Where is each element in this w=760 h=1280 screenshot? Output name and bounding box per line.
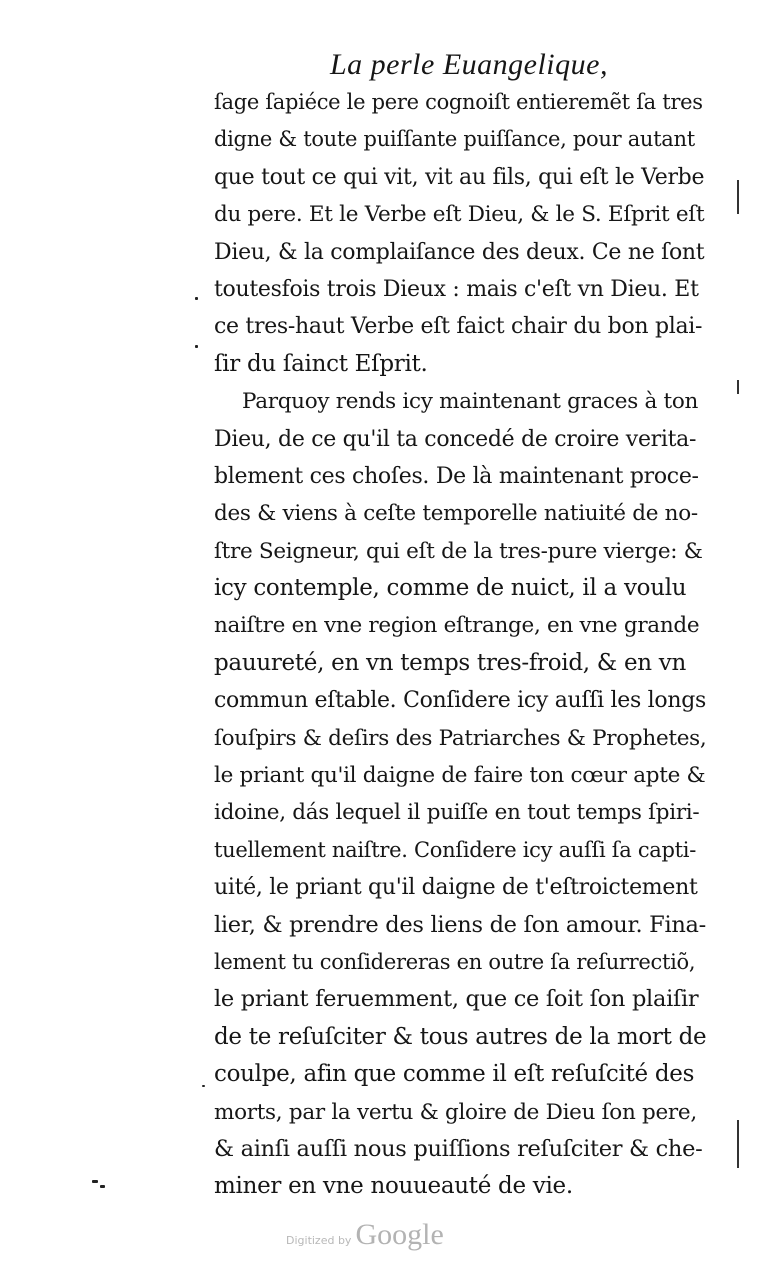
text-line: le priant feruemment, que ce ſoit ſon plaiſir <box>214 986 699 1013</box>
digitized-by-google <box>286 1218 444 1252</box>
text-line: uité, le priant qu'il daigne de t'eſtroictement <box>214 875 698 901</box>
google-logo: Google <box>355 1218 444 1251</box>
text-line: des & viens à ceſte temporelle natiuité de no- <box>214 501 698 527</box>
text-line: blement ces choſes. De là maintenant proce- <box>214 463 699 489</box>
text-line: Parquoy rends icy maintenant graces à ton <box>242 389 699 415</box>
scan-speck <box>100 1185 105 1188</box>
text-line: morts, par la vertu & gloire de Dieu ſon pere, <box>214 1099 697 1125</box>
text-line: icy contemple, comme de nuict, il a voulu <box>214 575 687 602</box>
text-line: miner en vne nouueauté de vie. <box>214 1173 573 1200</box>
text-line: & ainſi auſſi nous puiſſions reſuſciter & che- <box>214 1135 703 1162</box>
text-line: tuellement naiſtre. Conſidere icy auſſi ſa capti- <box>214 837 696 862</box>
text-line: ſage ſapiéce le pere cognoiſt entieremẽt ſa tres <box>214 90 703 114</box>
text-line: ſir du ſainct Eſprit. <box>214 350 428 377</box>
text-line: Dieu, & la complaiſance des deux. Ce ne ſont <box>214 239 705 265</box>
text-line: ſouſpirs & deſirs des Patriarches & Prophetes, <box>214 725 707 751</box>
margin-mark <box>737 380 739 394</box>
text-line: le priant qu'il daigne de faire ton cœur apte & <box>214 763 706 789</box>
text-line: toutesfois trois Dieux : mais c'eſt vn Dieu. Et <box>214 276 699 302</box>
scan-speck <box>195 345 198 348</box>
scan-speck <box>202 1085 205 1087</box>
text-line: que tout ce qui vit, vit au fils, qui eſt le Verbe <box>214 164 705 190</box>
text-line: idoine, dás lequel il puiſſe en tout temps ſpiri- <box>214 800 700 826</box>
text-line: ce tres-haut Verbe eſt faict chair du bon plai- <box>214 314 703 340</box>
text-line: du pere. Et le Verbe eſt Dieu, & le S. Eſprit eſt <box>214 202 705 228</box>
body-text <box>214 84 714 1206</box>
margin-mark <box>737 180 739 214</box>
scan-speck <box>92 1180 98 1183</box>
text-line: commun eſtable. Conſidere icy auſſi les longs <box>214 688 706 714</box>
scan-speck <box>195 297 198 300</box>
text-line: lier, & prendre des liens de ſon amour. Fina- <box>214 911 706 938</box>
digitized-label: Digitized by <box>286 1234 352 1247</box>
text-line: digne & toute puiſſante puiſſance, pour autant <box>214 127 695 152</box>
text-line: pauureté, en vn temps tres-froid, & en vn <box>214 649 687 676</box>
text-line: Dieu, de ce qu'il ta concedé de croire verita- <box>214 426 697 452</box>
text-line: de te reſuſciter & tous autres de la mort de <box>214 1023 707 1050</box>
text-line: naiſtre en vne region eſtrange, en vne grande <box>214 613 700 639</box>
text-line: coulpe, afin que comme il eſt reſuſcité des <box>214 1061 695 1088</box>
margin-mark <box>737 1120 739 1168</box>
text-line: ſtre Seigneur, qui eſt de la tres-pure vierge: & <box>214 538 703 564</box>
text-line: lement tu conſidereras en outre ſa reſurrectiõ, <box>214 949 696 974</box>
running-title: La perle Euangelique, <box>330 48 608 81</box>
